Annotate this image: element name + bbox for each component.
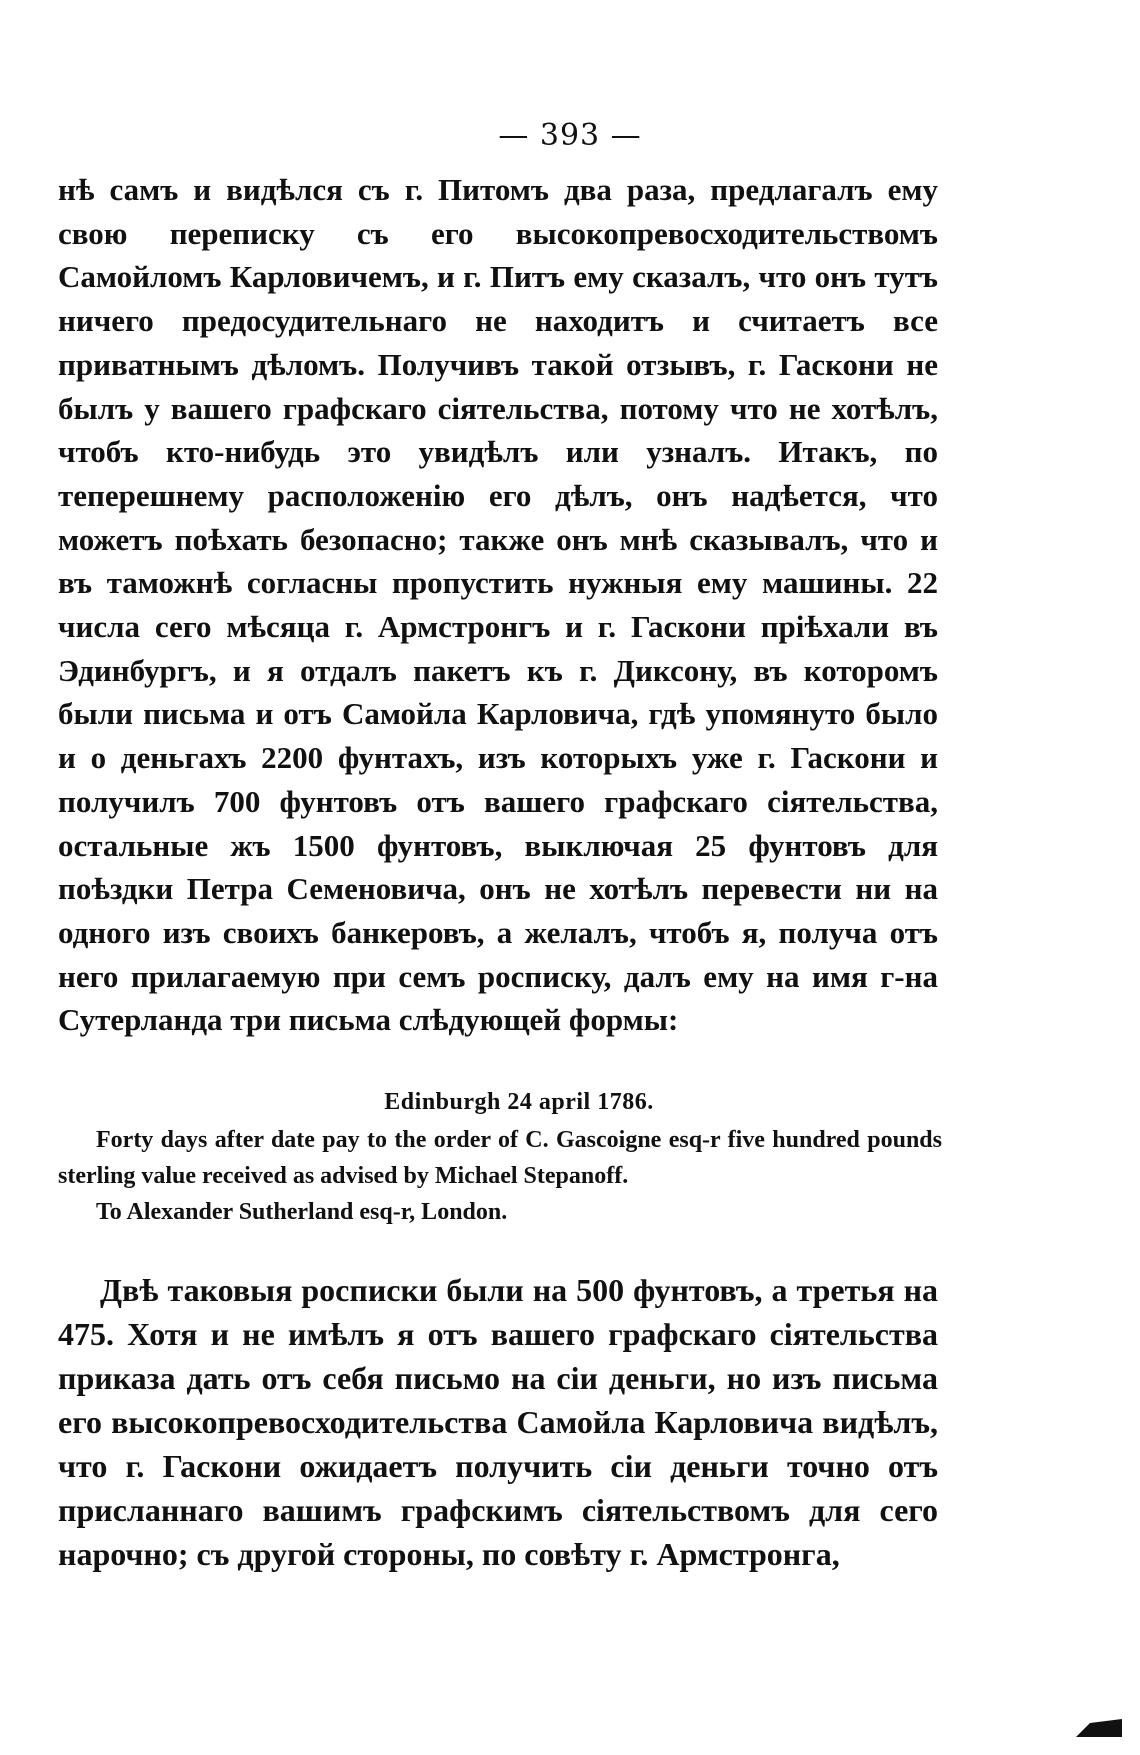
letter-addressee: To Alexander Sutherland esq-r, London. — [96, 1199, 508, 1225]
body-paragraph-1: нѣ самъ и видѣлся съ г. Питомъ два раза, предлагалъ ему свою переписку съ его высокопревосходительствомъ Самойломъ Карловичемъ, и г. Питъ ему сказалъ, что онъ тутъ ничего предосудительнаго не находитъ и считаетъ все приватнымъ дѣломъ. Получивъ такой отзывъ, г. Гаскони не былъ у вашего графскаго сіятельства, потому что не хотѣлъ, чтобъ кто-нибудь это увидѣлъ или узналъ. Итакъ, по теперешнему расположенію его дѣлъ, онъ надѣется, что можетъ поѣхать безопасно; также онъ мнѣ сказывалъ, что и въ таможнѣ согласны пропустить нужныя ему машины. 22 числа сего мѣсяца г. Армстронгъ и г. Гаскони пріѣхали въ Эдинбургъ, и я отдалъ пакетъ къ г. Диксону, въ которомъ были письма и отъ Самойла Карловича, гдѣ упомянуто было и о деньгахъ 2200 фунтахъ, изъ которыхъ уже г. Гаскони и получилъ 700 фунтовъ отъ вашего графскаго сіятельства, остальные жъ 1500 фунтовъ, выключая 25 фунтовъ для поѣздки Петра Семеновича, онъ не хотѣлъ перевести ни на одного изъ своихъ банкеровъ, а желалъ, чтобъ я, получа отъ него прилагаемую при семъ росписку, далъ ему на имя г-на Сутерланда три письма слѣдующей формы: — [58, 172, 938, 1038]
letter-date: Edinburgh 24 april 1786. — [384, 1089, 654, 1115]
corner-mark-icon — [1076, 1719, 1122, 1737]
letter-block — [58, 1084, 942, 1230]
page-number: — 393 — — [498, 118, 642, 153]
letter-body: Forty days after date pay to the order of C. Gascoigne esq-r five hundred pounds sterling value received as advised by Michael Stepanoff. — [58, 1127, 942, 1189]
body-paragraph-2: Двѣ таковыя росписки были на 500 фунтовъ, а третья на 475. Хотя и не имѣлъ я отъ вашего графскаго сіятельства приказа дать отъ себя письмо на сіи деньги, но изъ письма его высокопревосходительства Самойла Карловича видѣлъ, что г. Гаскони ожидаетъ получить сіи деньги точно отъ присланнаго вашимъ графскимъ сіятельствомъ для сего нарочно; съ другой стороны, по совѣту г. Армстронга, — [58, 1272, 938, 1572]
